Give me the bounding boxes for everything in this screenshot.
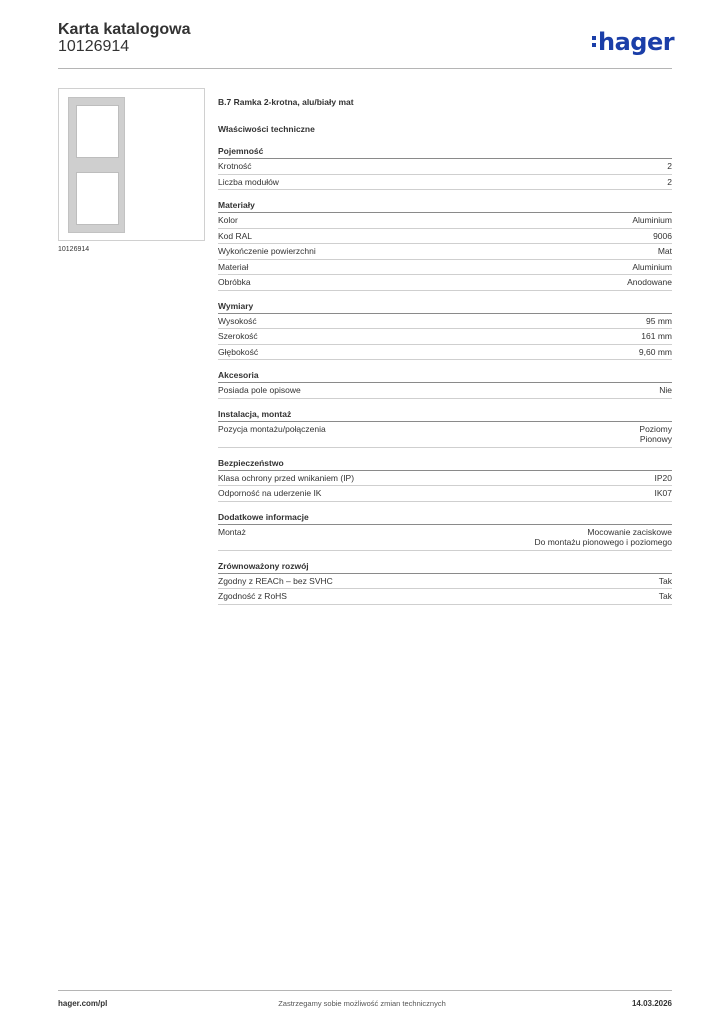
spec-sections [218, 145, 672, 605]
spec-value [659, 385, 672, 396]
image-caption: 10126914 [58, 246, 90, 253]
header-divider [58, 68, 672, 69]
spec-value-line: Nie [659, 385, 672, 395]
spec-row [218, 345, 672, 361]
spec-value [627, 277, 672, 288]
spec-value-line: Pionowy [639, 434, 672, 444]
spec-value-line: IP20 [654, 472, 672, 483]
spec-value-line: 2 [667, 161, 672, 171]
footer-website: hager.com/pl [58, 999, 108, 1008]
spec-row [218, 159, 672, 175]
spec-label: Wysokość [218, 315, 257, 326]
spec-value-line: Anodowane [627, 277, 672, 287]
spec-value-line: Aluminium [632, 261, 672, 272]
spec-row [218, 383, 672, 399]
footer-divider [58, 990, 672, 991]
spec-label: Materiał [218, 261, 249, 272]
spec-label: Liczba modułów [218, 176, 279, 187]
spec-label: Posiada pole opisowe [218, 385, 301, 395]
spec-value-line: Poziomy [639, 423, 672, 434]
section-title: Instalacja, montaż [218, 408, 672, 422]
spec-label: Szerokość [218, 331, 258, 341]
spec-label: Pozycja montażu/połączenia [218, 423, 326, 434]
spec-value-line: Mocowanie zaciskowe [587, 526, 672, 537]
spec-row [218, 525, 672, 551]
spec-label: Obróbka [218, 277, 251, 287]
frame-opening-top [76, 105, 119, 158]
spec-row [218, 471, 672, 487]
frame-2-gang-icon [68, 97, 125, 233]
spec-row [218, 574, 672, 590]
spec-value-line: IK07 [654, 488, 672, 498]
spec-row [218, 260, 672, 276]
section-title: Materiały [218, 199, 672, 213]
spec-label: Zgodność z RoHS [218, 591, 287, 601]
spec-row [218, 314, 672, 330]
spec-section [218, 199, 672, 291]
spec-section [218, 511, 672, 551]
spec-value [653, 231, 672, 242]
spec-value [641, 331, 672, 342]
product-image [58, 88, 205, 241]
spec-label: Klasa ochrony przed wnikaniem (IP) [218, 472, 355, 483]
spec-section [218, 408, 672, 448]
spec-value-line: Tak [658, 575, 672, 586]
spec-value [655, 488, 673, 499]
spec-value [534, 527, 672, 548]
hager-logo [592, 28, 674, 57]
spec-section [218, 145, 672, 190]
footer-disclaimer: Zastrzegamy sobie możliwość zmian technicznych [278, 999, 446, 1008]
spec-row [218, 175, 672, 191]
spec-value-line: 2 [667, 176, 672, 187]
frame-opening-bottom [76, 172, 119, 225]
logo-dot-icon [592, 36, 596, 40]
spec-value-line: Tak [658, 591, 672, 601]
section-title: Wymiary [218, 300, 672, 314]
spec-value-line: 9,60 mm [638, 346, 672, 357]
properties-heading: Właściwości techniczne [218, 124, 315, 134]
section-title: Akcesoria [218, 369, 672, 383]
product-title: B.7 Ramka 2-krotna, alu/biały mat [218, 97, 354, 107]
spec-row [218, 422, 672, 448]
spec-label: Odporność na uderzenie IK [218, 488, 322, 498]
spec-label: Montaż [218, 526, 246, 537]
spec-section [218, 457, 672, 502]
footer-date: 14.03.2026 [631, 999, 672, 1008]
spec-value-line: 161 mm [641, 331, 672, 341]
spec-label: Głębokość [218, 346, 259, 357]
product-code: 10126914 [58, 38, 130, 55]
spec-value [667, 177, 672, 188]
spec-label: Kod RAL [218, 230, 253, 241]
spec-section [218, 560, 672, 605]
section-title: Pojemność [218, 145, 672, 159]
section-title: Dodatkowe informacje [218, 511, 672, 525]
section-title: Zrównoważony rozwój [218, 560, 672, 574]
spec-value [659, 576, 672, 587]
logo-dot-icon [592, 43, 596, 47]
spec-row [218, 589, 672, 605]
spec-value-line: 95 mm [646, 315, 672, 326]
spec-value [658, 246, 672, 257]
spec-value [646, 316, 672, 327]
spec-value [655, 473, 673, 484]
page-title: Karta katalogowa [58, 21, 191, 38]
spec-row [218, 486, 672, 502]
spec-row [218, 275, 672, 291]
spec-value [639, 347, 672, 358]
spec-value [667, 161, 672, 172]
spec-value-line: Do montażu pionowego i poziomego [534, 537, 672, 547]
spec-row [218, 329, 672, 345]
spec-section [218, 300, 672, 361]
spec-value-line: 9006 [653, 230, 672, 241]
spec-row [218, 213, 672, 229]
spec-value-line: Aluminium [632, 215, 672, 225]
spec-row [218, 244, 672, 260]
spec-value [632, 262, 672, 273]
spec-label: Krotność [218, 161, 252, 171]
spec-label: Wykończenie powierzchni [218, 246, 316, 256]
spec-label: Zgodny z REACh – bez SVHC [218, 575, 333, 586]
spec-value [632, 215, 672, 226]
logo-text: hager [598, 28, 675, 56]
spec-section [218, 369, 672, 399]
spec-content [218, 97, 672, 614]
spec-row [218, 229, 672, 245]
spec-label: Kolor [218, 215, 238, 225]
section-title: Bezpieczeństwo [218, 457, 672, 471]
spec-value [659, 591, 672, 602]
spec-value [639, 424, 672, 445]
spec-value-line: Mat [657, 246, 672, 256]
